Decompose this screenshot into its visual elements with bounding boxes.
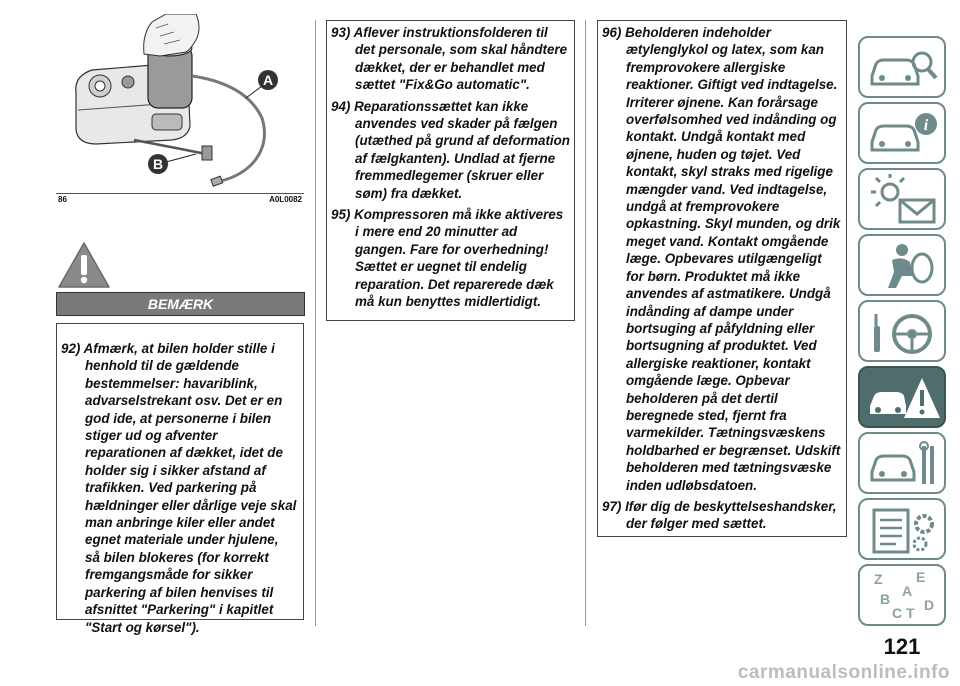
figure-label-b: B: [152, 156, 164, 172]
note-title: BEMÆRK: [56, 292, 305, 316]
note-item-95: 95) Kompressoren må ikke aktiveres i mere end 20 minutter ad gangen. Fare for overhedning! Sættet er uegnet til endelig reparation. Det reparerede dæk må kun benyttes midlertidigt.: [331, 207, 564, 310]
tab-warning-lights[interactable]: [858, 168, 946, 230]
light-envelope-icon: [866, 174, 942, 226]
steering-wheel-icon: [866, 306, 942, 358]
page-number: 121: [883, 634, 921, 659]
note-item-92: 92) Afmærk, at bilen holder stille i henhold til de gældende bestemmelser: havariblink, advarselstrekant osv. Det er en god ide, at personerne i bilen stiger ud og afventer reparationen af dækket, idet de holder sig i sikker afstand af trafikken. Ved parkering på hældninger eller dårlige veje skal man anbringe kiler eller andet egnet materiale under hjulene, så bilen blokeres (for korrekt fremgangsmåde for sikker parkering af bilen henvises til afsnittet "Parkering" i kapitlet "Start og kørsel").: [61, 341, 297, 635]
note-item-93: 93) Aflever instruktionsfolderen til det personale, som skal håndtere dækket, der er behandlet med sættet "Fix&Go automatic".: [331, 25, 568, 93]
figure-code: A0L0082: [269, 195, 302, 204]
warning-triangle-icon: [56, 240, 112, 290]
tab-car-search[interactable]: [858, 36, 946, 98]
note-item-94: 94) Reparationssættet kan ikke anvendes ved skader på fælgen (utæthed på grund af deformation af fælgkanten). Undlad at fjerne fremmedlegemer (skruer eller søm) fra dækket.: [331, 98, 570, 201]
svg-text:T: T: [906, 605, 915, 621]
note-box-93-95: [326, 20, 575, 321]
car-info-icon: [866, 108, 942, 160]
note-box-96-97: [597, 20, 847, 537]
figure-number: 86: [58, 195, 67, 204]
svg-text:B: B: [880, 591, 891, 607]
svg-text:A: A: [902, 583, 913, 599]
car-crash-warning-icon: [866, 372, 942, 424]
tab-index[interactable]: [858, 564, 946, 626]
tab-driving[interactable]: [858, 300, 946, 362]
column-divider-2: [585, 20, 586, 626]
svg-text:C: C: [892, 605, 903, 621]
compressor-figure: [56, 14, 304, 200]
figure-caption: [56, 195, 304, 209]
tab-technical-data[interactable]: [858, 498, 946, 560]
svg-text:E: E: [916, 570, 926, 585]
watermark: carmanualsonline.info: [737, 662, 950, 683]
alphabet-index-icon: [866, 570, 942, 622]
tab-safety[interactable]: [858, 234, 946, 296]
note-box-92: [56, 323, 304, 635]
figure-label-a: A: [262, 72, 274, 88]
note-item-96: 96) Beholderen indeholder ætylenglykol og latex, som kan fremprovokere allergiske reaktioner. Giftigt ved indtagelse. Irriterer øjnene. Kan forårsage overfølsomhed ved indånding og kontakt. Undgå kontakt med øjnene, huden og tøjet. Ved kontakt, skyl straks med rigelige mængder vand. Ved indtagelse, undgå at fremprovokere opkastning. Skyl munden, og drik meget vand. Kontakt omgående læge. Opbevares utilgængeligt for børn. Produktet må ikke anvendes af astmatikere. Undgå indånding af dampe under bortsuging af påfyldning eller bortsugning af produktet. Ved allergiske reaktioner, kontakt omgående læge. Opbevar beholderen på det dertil beregnede sted, fjernt fra varmekilder. Tætningsvæskens holdbarhed er begrænset. Udskift beholderen med tætningsvæske inden udløbsdatoen.: [602, 25, 841, 493]
tab-maintenance[interactable]: [858, 432, 946, 494]
car-magnifier-icon: [866, 42, 942, 94]
column-divider-1: [315, 20, 316, 626]
note-item-97: 97) Ifør dig de beskyttelseshandsker, der følger med sættet.: [602, 498, 837, 532]
svg-text:D: D: [924, 597, 935, 613]
car-wrench-icon: [866, 438, 942, 490]
figure-rule: [56, 193, 304, 194]
svg-text:i: i: [923, 117, 929, 134]
svg-text:Z: Z: [874, 571, 883, 587]
tab-car-info[interactable]: [858, 102, 946, 164]
checklist-gear-icon: [866, 504, 942, 556]
tab-emergency[interactable]: [858, 366, 946, 428]
airbag-person-icon: [866, 240, 942, 292]
